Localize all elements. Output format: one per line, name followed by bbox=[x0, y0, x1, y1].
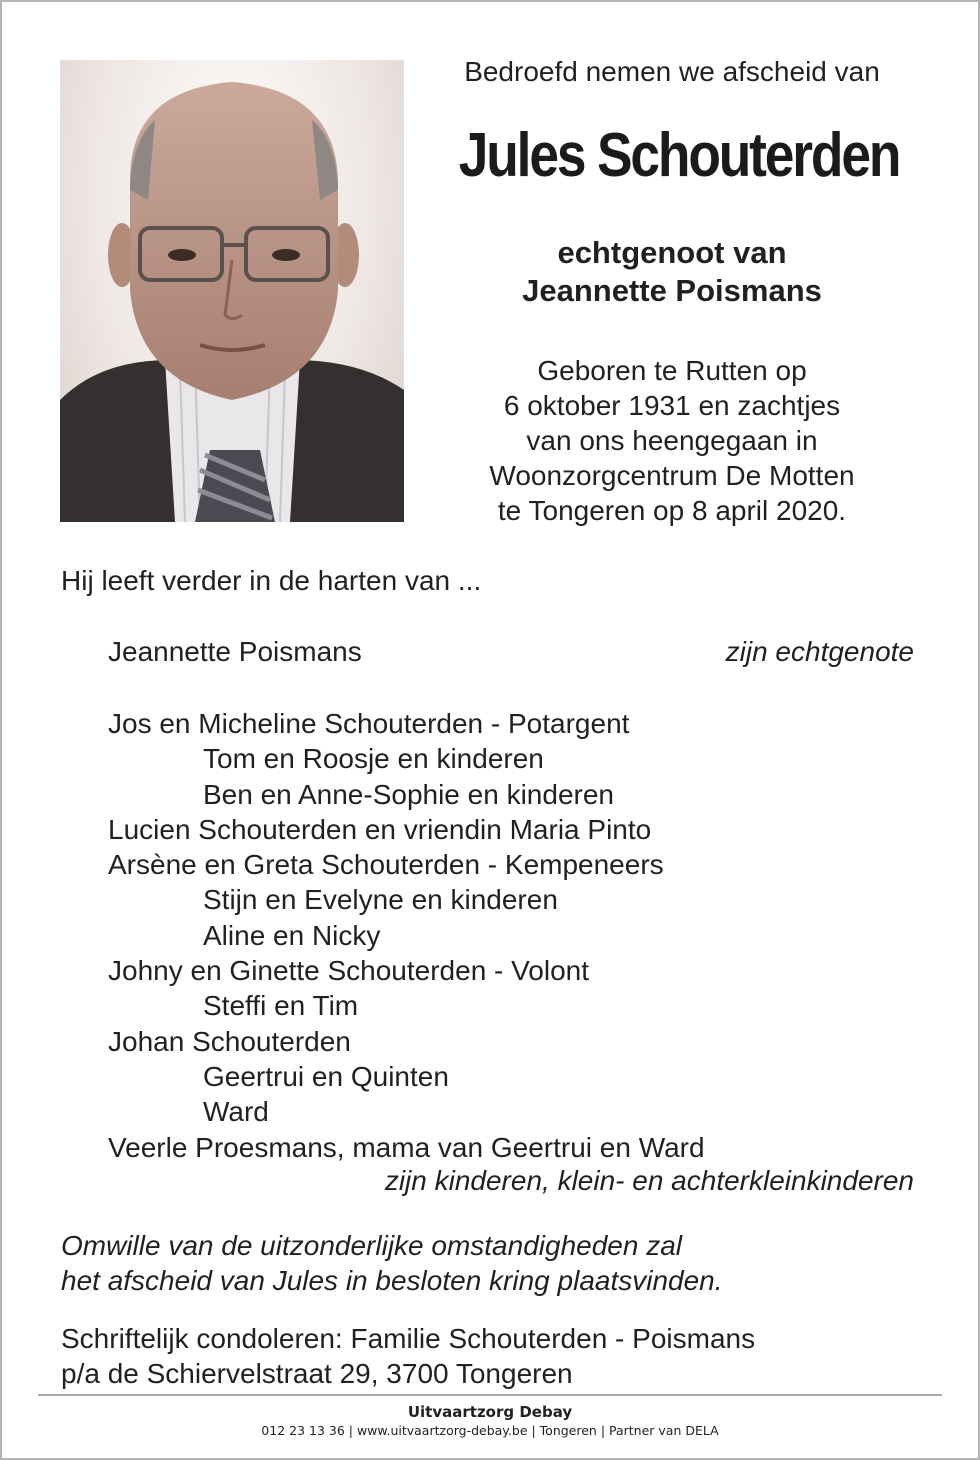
birth-line: van ons heengegaan in bbox=[526, 425, 818, 456]
ceremony-notice bbox=[61, 1228, 723, 1298]
grandchildren-entry: Ben en Anne-Sophie en kinderen bbox=[203, 778, 614, 810]
portrait-photo bbox=[60, 60, 404, 522]
notice-line: Omwille van de uitzonderlijke omstandigheden zal bbox=[61, 1230, 683, 1261]
condolence-address bbox=[61, 1321, 755, 1391]
child-entry: Lucien Schouterden en vriendin Maria Pinto bbox=[108, 813, 652, 845]
spouse-name: Jeannette Poismans bbox=[108, 636, 362, 667]
spouse-entry bbox=[108, 636, 914, 668]
portrait-illustration bbox=[60, 60, 404, 522]
birth-death-details bbox=[404, 353, 940, 528]
child-entry: Johan Schouterden bbox=[108, 1025, 351, 1057]
child-entry: Johny en Ginette Schouterden - Volont bbox=[108, 955, 589, 987]
family-role: zijn kinderen, klein- en achterkleinkinderen bbox=[384, 1165, 914, 1196]
funeral-home-name: Uitvaartzorg Debay bbox=[407, 1403, 573, 1421]
child-entry: Veerle Proesmans, mama van Geertrui en Ward bbox=[108, 1131, 705, 1163]
lives-on-text: Hij leeft verder in de harten van ... bbox=[61, 565, 482, 596]
birth-line: Woonzorgcentrum De Motten bbox=[489, 460, 855, 491]
condolence-line: Schriftelijk condoleren: Familie Schouterden - Poismans bbox=[61, 1323, 756, 1354]
child-entry: Arsène en Greta Schouterden - Kempeneers bbox=[108, 849, 664, 881]
condolence-line: p/a de Schiervelstraat 29, 3700 Tongeren bbox=[61, 1358, 573, 1389]
grandchildren-entry: Steffi en Tim bbox=[203, 990, 359, 1022]
grandchildren-entry: Ward bbox=[203, 1096, 269, 1128]
family-list bbox=[108, 706, 705, 1165]
birth-line: te Tongeren op 8 april 2020. bbox=[497, 495, 847, 526]
spouse-of-name: Jeannette Poismans bbox=[522, 273, 822, 308]
grandchildren-entry: Aline en Nicky bbox=[203, 919, 381, 951]
deceased-name: Jules Schouterden bbox=[458, 121, 900, 190]
notice-line: het afscheid van Jules in besloten kring plaatsvinden. bbox=[61, 1265, 723, 1296]
grandchildren-entry: Stijn en Evelyne en kinderen bbox=[203, 884, 558, 916]
intro-text: Bedroefd nemen we afscheid van bbox=[464, 56, 880, 87]
grandchildren-entry: Tom en Roosje en kinderen bbox=[203, 743, 544, 775]
spouse-role: zijn echtgenote bbox=[725, 636, 914, 667]
spouse-of bbox=[404, 234, 940, 310]
grandchildren-entry: Geertrui en Quinten bbox=[203, 1060, 449, 1092]
birth-line: 6 oktober 1931 en zachtjes bbox=[503, 390, 841, 421]
spouse-of-label: echtgenoot van bbox=[557, 235, 787, 270]
child-entry: Jos en Micheline Schouterden - Potargent bbox=[108, 708, 630, 739]
funeral-home-contact: 012 23 13 36 | www.uitvaartzorg-debay.be | Tongeren | Partner van DELA bbox=[261, 1423, 719, 1438]
birth-line: Geboren te Rutten op bbox=[537, 355, 807, 386]
footer-divider bbox=[38, 1394, 942, 1396]
